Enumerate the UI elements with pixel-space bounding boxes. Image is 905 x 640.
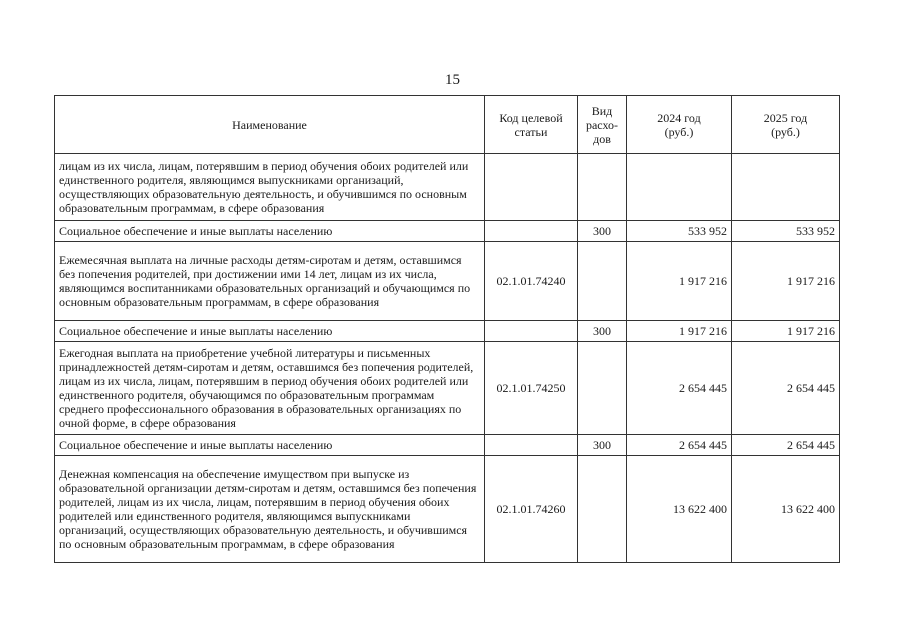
row-code <box>485 154 578 221</box>
row-code <box>485 321 578 342</box>
row-name: Социальное обеспечение и иные выплаты населению <box>55 221 485 242</box>
row-2024: 1 917 216 <box>627 321 732 342</box>
row-type: 300 <box>578 321 627 342</box>
header-code-line2: статьи <box>514 124 548 139</box>
header-2025 <box>732 96 840 154</box>
table-row <box>55 242 840 321</box>
header-type <box>578 96 627 154</box>
table-row <box>55 435 840 456</box>
row-name: Социальное обеспечение и иные выплаты населению <box>55 321 485 342</box>
header-2024-line2: (руб.) <box>664 124 694 139</box>
row-code: 02.1.01.74260 <box>485 456 578 563</box>
row-code: 02.1.01.74240 <box>485 242 578 321</box>
page-number: 15 <box>445 72 460 88</box>
header-name: Наименование <box>55 96 485 154</box>
header-code <box>485 96 578 154</box>
row-2024: 1 917 216 <box>627 242 732 321</box>
header-code-line1: Код целевой <box>499 110 563 125</box>
row-type <box>578 154 627 221</box>
row-2025: 533 952 <box>732 221 840 242</box>
table-row <box>55 321 840 342</box>
row-type: 300 <box>578 221 627 242</box>
table-row <box>55 456 840 563</box>
row-2024: 533 952 <box>627 221 732 242</box>
row-type: 300 <box>578 435 627 456</box>
row-type <box>578 242 627 321</box>
header-type-line1: Вид <box>591 103 613 118</box>
header-type-line3: дов <box>593 131 611 146</box>
row-type <box>578 456 627 563</box>
row-name: Социальное обеспечение и иные выплаты населению <box>55 435 485 456</box>
row-2024: 2 654 445 <box>627 342 732 435</box>
row-2024 <box>627 154 732 221</box>
header-type-line2: расхо- <box>585 117 619 132</box>
header-2024-line1: 2024 год <box>657 110 701 125</box>
row-2025: 13 622 400 <box>732 456 840 563</box>
table-row <box>55 342 840 435</box>
table-row <box>55 221 840 242</box>
table-row <box>55 154 840 221</box>
row-2025: 2 654 445 <box>732 435 840 456</box>
row-2025: 2 654 445 <box>732 342 840 435</box>
row-2025 <box>732 154 840 221</box>
row-2025: 1 917 216 <box>732 321 840 342</box>
row-2025: 1 917 216 <box>732 242 840 321</box>
row-type <box>578 342 627 435</box>
row-2024: 13 622 400 <box>627 456 732 563</box>
row-code: 02.1.01.74250 <box>485 342 578 435</box>
row-name: Ежемесячная выплата на личные расходы детям-сиротам и детям, оставшимся без попечения родителей, при достижении ими 14 лет, лицам из их числа, являющимся воспитанниками образовательных организаций и обучающимся по основным образовательным программам, в сфере образования <box>55 242 485 321</box>
budget-table <box>54 95 840 563</box>
row-name: Ежегодная выплата на приобретение учебной литературы и письменных принадлежностей детям-сиротам и детям, оставшимся без попечения родителей, лицам из их числа, лицам, потерявшим в период обучения обоих родителей или единственного родителя, обучающимся по образовательным программам среднего профессионального образования в образовательных организациях по очной форме, в сфере образования <box>55 342 485 435</box>
row-name: Денежная компенсация на обеспечение имуществом при выпуске из образовательной организации детям-сиротам и детям, оставшимся без попечения родителей, лицам из их числа, лицам, потерявшим в период обучения обоих родителей или единственного родителя, являющимся выпускниками организаций, осуществляющих образовательную деятельность, и обучившимся по основным образовательным программам, в сфере образования <box>55 456 485 563</box>
row-code <box>485 221 578 242</box>
table-header-row <box>55 96 840 154</box>
header-2024 <box>627 96 732 154</box>
header-2025-line2: (руб.) <box>771 124 800 139</box>
header-2025-line1: 2025 год <box>763 110 808 125</box>
row-code <box>485 435 578 456</box>
row-name: лицам из их числа, лицам, потерявшим в период обучения обоих родителей или единственного родителя, являющимся выпускниками организаций, осуществляющих образовательную деятельность, и обучившимся по основным образовательным программам, в сфере образования <box>55 154 485 221</box>
row-2024: 2 654 445 <box>627 435 732 456</box>
